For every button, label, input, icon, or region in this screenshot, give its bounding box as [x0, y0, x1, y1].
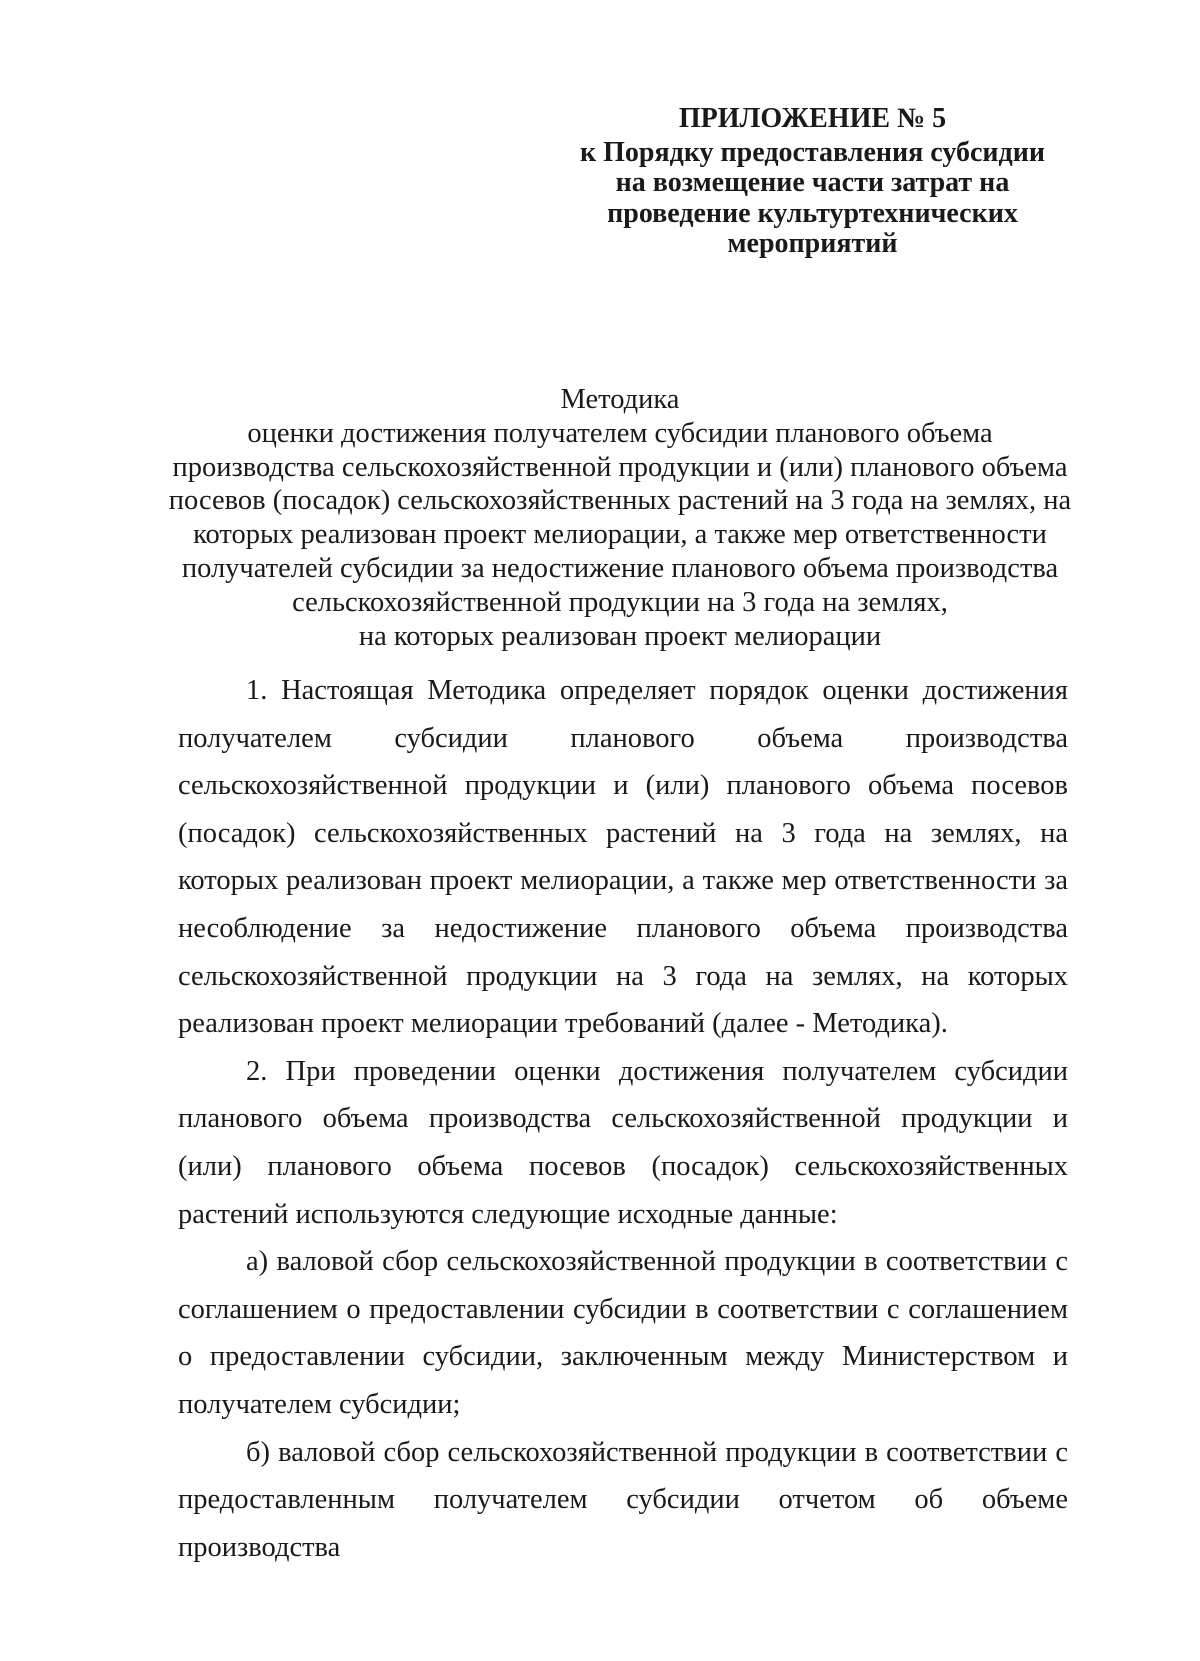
methodology-subtitle-line: производства сельскохозяйственной продукции и (или) планового объема	[172, 451, 1068, 483]
appendix-line: к Порядку предоставления субсидии	[580, 136, 1045, 168]
methodology-title	[160, 383, 1080, 653]
paragraph-2b: б) валовой сбор сельскохозяйственной продукции в соответствии с предоставленным получателем субсидии отчетом об объеме производства	[178, 1436, 1068, 1563]
methodology-heading: Методика	[560, 384, 680, 415]
appendix-line: проведение культуртехнических	[607, 197, 1018, 229]
methodology-subtitle-line: сельскохозяйственной продукции на 3 года на землях,	[292, 586, 948, 618]
paragraph-2a: а) валовой сбор сельскохозяйственной продукции в соответствии с соглашением о предоставлении субсидии в соответствии с соглашением о предоставлении субсидии, заключенным между Министерством и получателем субсидии;	[178, 1246, 1068, 1420]
methodology-subtitle-line: получателей субсидии за недостижение планового объема производства	[181, 552, 1059, 584]
appendix-header	[560, 104, 1065, 260]
paragraph-2: 2. При проведении оценки достижения получателем субсидии планового объема производства сельскохозяйственной продукции и (или) планового объема посевов (посадок) сельскохозяйственных растений используются следующие исходные данные:	[178, 1055, 1068, 1230]
appendix-line: на возмещение части затрат на	[615, 167, 1010, 198]
appendix-title: ПРИЛОЖЕНИЕ № 5	[678, 103, 947, 134]
methodology-subtitle-line: посевов (посадок) сельскохозяйственных растений на 3 года на землях, на	[168, 485, 1072, 517]
methodology-subtitle-line: которых реализован проект мелиорации, а также мер ответственности	[193, 519, 1047, 551]
appendix-line: мероприятий	[727, 228, 898, 259]
paragraph-1: 1. Настоящая Методика определяет порядок оценки достижения получателем субсидии планового объема производства сельскохозяйственной продукции и (или) планового объема посевов (посадок) сельскохозяйственных растений на 3 года на землях, на которых реализован проект мелиорации, а также мер ответственности за несоблюдение за недостижение планового объема производства сельскохозяйственной продукции на 3 года на землях, на которых реализован проект мелиорации требований (далее - Методика).	[178, 675, 1068, 1040]
document-body	[178, 667, 1068, 1571]
methodology-subtitle-line: оценки достижения получателем субсидии планового объема	[247, 417, 993, 449]
methodology-subtitle-line: на которых реализован проект мелиорации	[358, 620, 882, 652]
